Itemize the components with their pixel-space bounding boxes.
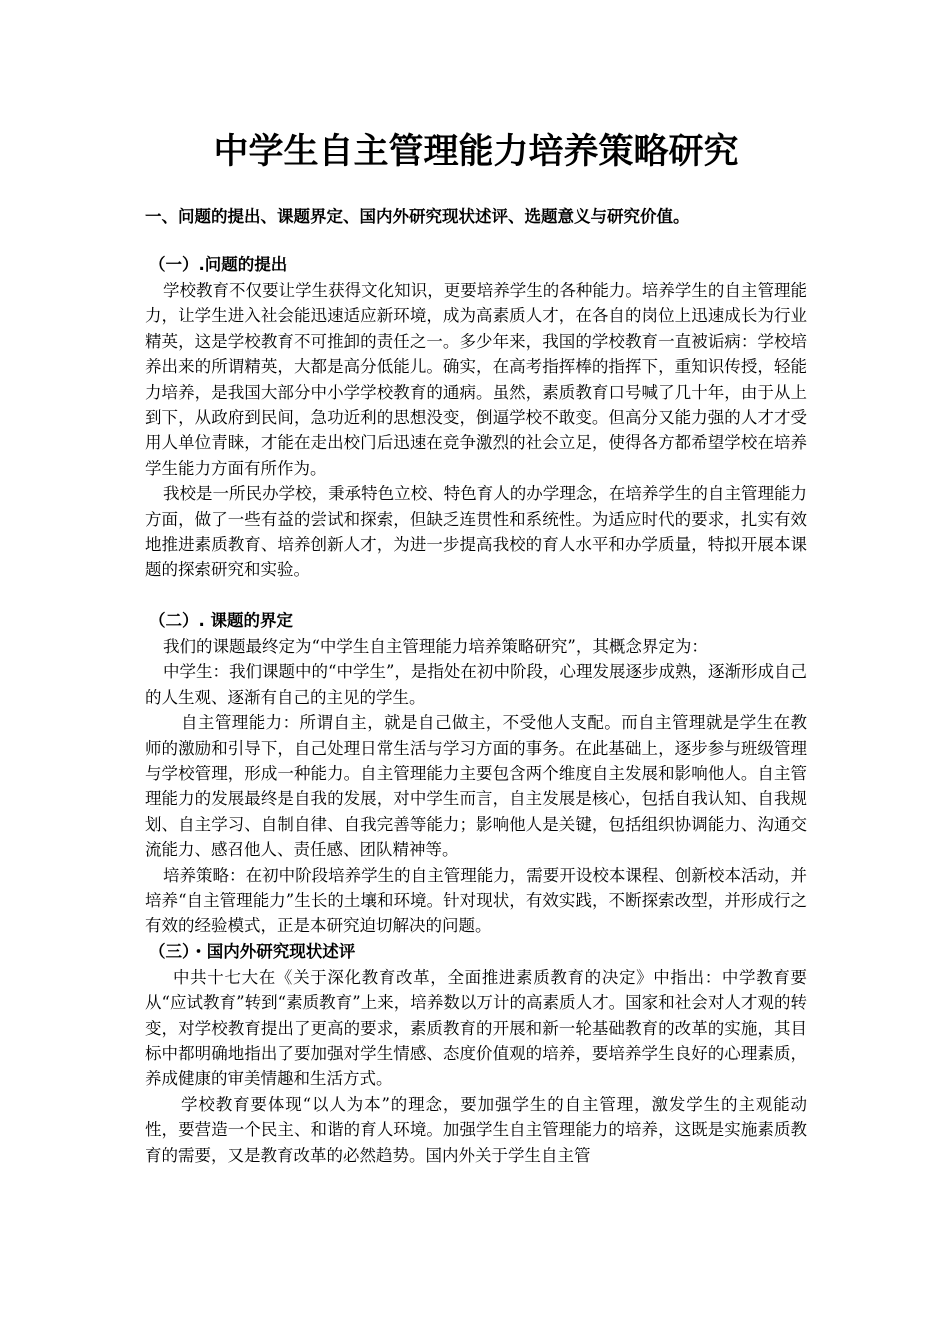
paragraph: 中共十七大在《关于深化教育改革，全面推进素质教育的决定》中指出：中学教育要从“应试教育”转到“素质教育”上来，培养数以万计的高素质人才。国家和社会对人才观的转变，对学校教育提出了更高的要求，素质教育的开展和新一轮基础教育的改革的实施，其目标中都明确地指出了要加强对学生情感、态度价值观的培养，要培养学生良好的心理素质，养成健康的审美情趣和生活方式。 — [145, 967, 807, 1089]
document-title: 中学生自主管理能力培养策略研究 — [213, 132, 739, 172]
paragraph: 我们的课题最终定为“中学生自主管理能力培养策略研究”，其概念界定为： — [163, 636, 708, 656]
paragraph: 我校是一所民办学校，秉承特色立校、特色育人的办学理念，在培养学生的自主管理能力方面，做了一些有益的尝试和探索，但缺乏连贯性和系统性。为适应时代的要求，扎实有效地推进素质教育、培养创新人才，为进一步提高我校的育人水平和办学质量，特拟开展本课题的探索研究和实验。 — [145, 484, 807, 580]
paragraph: 学校教育不仅要让学生获得文化知识，更要培养学生的各种能力。培养学生的自主管理能力，让学生进入社会能迅速适应新环境，成为高素质人才，在各自的岗位上迅速成长为行业精英，这是学校教育不可推卸的责任之一。多少年来，我国的学校教育一直被诟病：学校培养出来的所谓精英，大都是高分低能儿。确实，在高考指挥棒的指挥下，重知识传授，轻能力培养，是我国大部分中小学学校教育的通病。虽然，素质教育口号喊了几十年，由于从上到下，从政府到民间，急功近利的思想没变，倒逼学校不敢变。但高分又能力强的人才才受用人单位青睐，才能在走出校门后迅速在竞争激烈的社会立足，使得各方都希望学校在培养学生能力方面有所作为。 — [145, 281, 807, 478]
paragraph: 自主管理能力：所谓自主，就是自己做主，不受他人支配。而自主管理就是学生在教师的激励和引导下，自己处理日常生活与学习方面的事务。在此基础上，逐步参与班级管理与学校管理，形成一种能力。自主管理能力主要包含两个维度自主发展和影响他人。自主管理能力的发展最终是自我的发展，对中学生而言，自主发展是核心，包括自我认知、自我规划、自主学习、自制自律、自我完善等能力；影响他人是关键，包括组织协调能力、沟通交流能力、感召他人、责任感、团队精神等。 — [145, 713, 807, 860]
paragraph: 培养策略：在初中阶段培养学生的自主管理能力，需要开设校本课程、创新校本活动，并培养“自主管理能力”生长的土壤和环境。针对现状，有效实践，不断探索改型，并形成行之有效的经验模式，正是本研究迫切解决的问题。 — [145, 865, 807, 936]
section-heading-1: 一、问题的提出、课题界定、国内外研究现状述评、选题意义与研究价值。 — [145, 207, 690, 226]
spacer — [145, 583, 807, 608]
paragraph: 中学生：我们课题中的“中学生”，是指处在初中阶段，心理发展逐步成熟，逐渐形成自己的人生观、逐渐有自己的主见的学生。 — [145, 662, 807, 707]
document-page — [145, 118, 807, 1168]
paragraph: 学校教育要体现“以人为本”的理念，要加强学生的自主管理，激发学生的主观能动性，要营造一个民主、和谐的育人环境。加强学生自主管理能力的培养，这既是实施素质教育的需要，又是教育改革的必然趋势。国内外关于学生自主管 — [145, 1094, 807, 1165]
subsection-heading-problem: （一）.问题的提出 — [149, 255, 288, 274]
subsection-heading-research-status: （三）・国内外研究现状述评 — [149, 941, 356, 961]
subsection-heading-definition: （二）. 课题的界定 — [149, 610, 294, 630]
